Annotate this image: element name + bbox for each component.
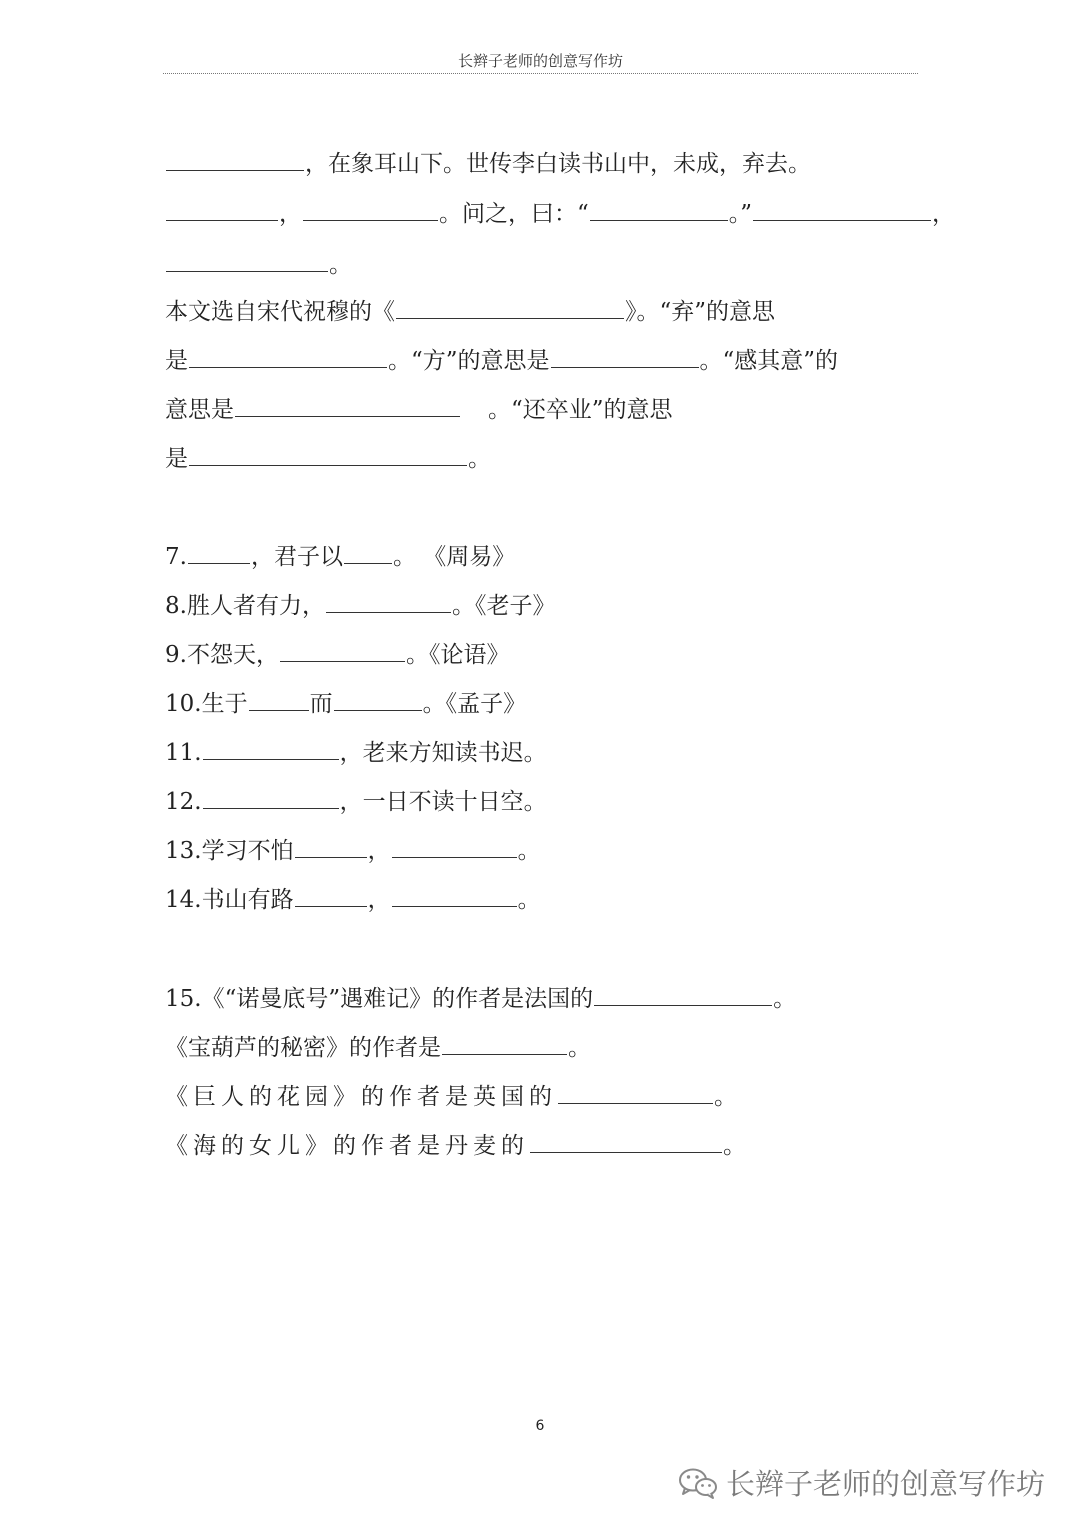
fill-blank[interactable]	[166, 148, 304, 171]
question-15-line-4: 《海的女儿》的作者是丹麦的 。	[165, 1130, 746, 1161]
fill-blank[interactable]	[530, 1130, 722, 1153]
fill-blank[interactable]	[590, 198, 728, 221]
page-number: 6	[535, 1418, 545, 1434]
question-15-line-3: 《巨人的花园》的作者是英国的 。	[165, 1081, 737, 1112]
fill-blank[interactable]	[166, 198, 278, 221]
passage-line-3: 。	[165, 249, 352, 280]
question-9: 9.不怨天， 。《论语》	[165, 639, 509, 670]
passage-line-6: 意思是 。“还卒业”的意思	[165, 394, 673, 425]
header-divider	[163, 73, 918, 74]
fill-blank[interactable]	[594, 983, 772, 1006]
fill-blank[interactable]	[442, 1032, 567, 1055]
fill-blank[interactable]	[166, 249, 328, 272]
question-14: 14.书山有路 ， 。	[165, 884, 541, 915]
fill-blank[interactable]	[295, 835, 367, 858]
fill-blank[interactable]	[392, 835, 517, 858]
passage-line-1: ，在象耳山下。世传李白读书山中，未成，弃去。	[165, 148, 811, 179]
question-15-line-1: 15.《“诺曼底号”遇难记》的作者是法国的 。	[165, 983, 796, 1014]
question-7: 7. ，君子以 。 《周易》	[165, 541, 515, 572]
fill-blank[interactable]	[189, 443, 467, 466]
fill-blank[interactable]	[344, 541, 392, 564]
fill-blank[interactable]	[392, 884, 517, 907]
fill-blank[interactable]	[295, 884, 367, 907]
question-11: 11. ，老来方知读书迟。	[165, 737, 547, 768]
question-8: 8.胜人者有力， 。《老子》	[165, 590, 555, 621]
question-13: 13.学习不怕 ， 。	[165, 835, 541, 866]
fill-blank[interactable]	[396, 296, 624, 319]
question-10: 10.生于 而 。《孟子》	[165, 688, 526, 719]
fill-blank[interactable]	[249, 688, 309, 711]
fill-blank[interactable]	[188, 541, 250, 564]
fill-blank[interactable]	[203, 786, 339, 809]
fill-blank[interactable]	[334, 688, 422, 711]
wechat-icon	[678, 1466, 718, 1500]
passage-line-4: 本文选自宋代祝穆的《 》。“弃”的意思	[165, 296, 775, 327]
fill-blank[interactable]	[235, 394, 460, 417]
question-15-line-2: 《宝葫芦的秘密》的作者是 。	[165, 1032, 591, 1063]
passage-line-7: 是 。	[165, 443, 491, 474]
passage-line-5: 是 。“方”的意思是 。“感其意”的	[165, 345, 838, 376]
fill-blank[interactable]	[280, 639, 405, 662]
fill-blank[interactable]	[551, 345, 699, 368]
page-header: 长辫子老师的创意写作坊	[457, 52, 623, 70]
watermark-text: 长辫子老师的创意写作坊	[725, 1467, 1045, 1501]
fill-blank[interactable]	[753, 198, 931, 221]
fill-blank[interactable]	[558, 1081, 713, 1104]
fill-blank[interactable]	[203, 737, 339, 760]
fill-blank[interactable]	[326, 590, 451, 613]
passage-line-2: ， 。问之，曰：“ 。” ，	[165, 198, 955, 229]
fill-blank[interactable]	[303, 198, 438, 221]
wechat-watermark	[678, 1462, 1045, 1503]
question-12: 12. ，一日不读十日空。	[165, 786, 547, 817]
fill-blank[interactable]	[189, 345, 387, 368]
